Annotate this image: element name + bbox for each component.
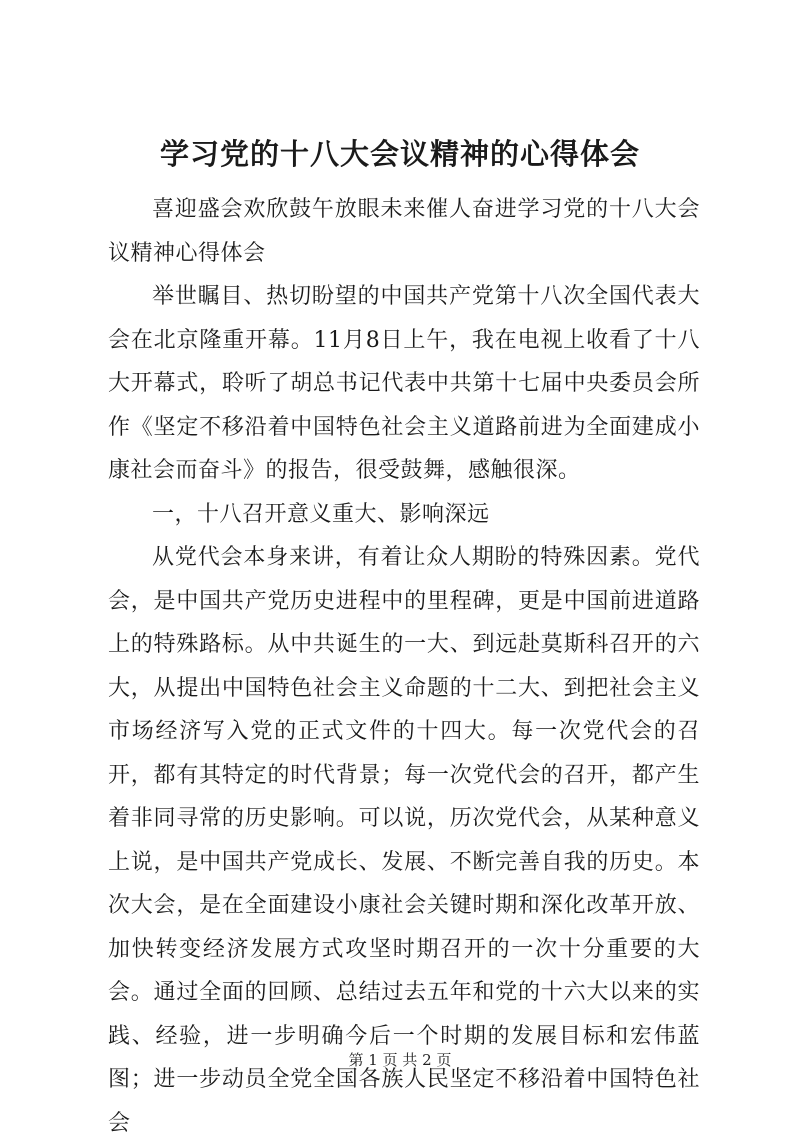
- paragraph-intro: 喜迎盛会欢欣鼓午放眼未来催人奋进学习党的十八大会议精神心得体会: [108, 197, 700, 266]
- section-heading-1: 一，十八召开意义重大、影响深远: [152, 501, 490, 527]
- paragraph-significance: 从党代会本身来讲，有着让众人期盼的特殊因素。党代会，是中国共产党历史进程中的里程碑，更是中国前进道路上的特殊路标。从中共诞生的一大、到远赴莫斯科召开的六大，从提出中国特色社会主义命题的十二大、到把社会主义市场经济写入党的正式文件的十四大。每一次党代会的召开，都有其特定的时代背景；每一次党代会的召开，都产生着非同寻常的历史影响。可以说，历次党代会，从某种意义上说，是中国共产党成长、发展、不断完善自我的历史。本次大会，是在全面建设小康社会关键时期和深化改革开放、加快转变经济发展方式攻坚时期召开的一次十分重要的大会。通过全面的回顾、总结过去五年和党的十六大以来的实践、经验，进一步明确今后一个时期的发展目标和宏伟蓝图；进一步动员全党全国各族人民坚定不移沿着中国特色社会: [108, 545, 700, 1136]
- page-footer: 第 1 页 共 2 页: [348, 1051, 452, 1069]
- document-title: 学习党的十八大会议精神的心得体会: [159, 137, 640, 171]
- document-body: [108, 188, 700, 1145]
- paragraph-opening: 举世瞩目、热切盼望的中国共产党第十八次全国代表大会在北京隆重开幕。11月8日上午，我在电视上收看了十八大开幕式，聆听了胡总书记代表中共第十七届中央委员会所作《坚定不移沿着中国特色社会主义道路前进为全面建成小康社会而奋斗》的报告，很受鼓舞，感触很深。: [108, 284, 700, 483]
